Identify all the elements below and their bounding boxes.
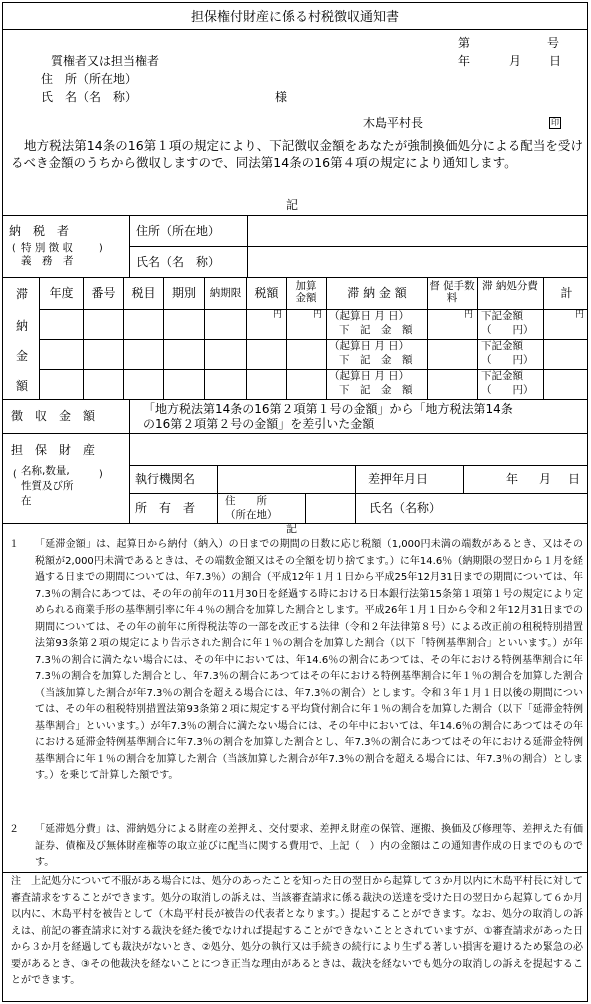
collection-label: 徴 収 金 額 — [11, 409, 96, 423]
note2-text: 「延滞処分費」は、滞納処分による財産の差押え、交付要求、差押え財産の保管、運搬、換価及び修理等、差押えた有価証券、債権及び無体財産権等の取立並びに配当に関する費用で、上記（ ）内の金額はこの通知書作成の日までのものです。 — [35, 824, 583, 868]
header-zeimoku: 税目 — [131, 286, 156, 300]
taxpayer-sub2: 義 務 者 — [21, 255, 74, 267]
header-bango: 番号 — [91, 286, 116, 300]
note1-number: １ — [9, 539, 19, 550]
shobun-label: 下記金額 — [481, 310, 523, 322]
address-label: 住 所（所在地） — [41, 72, 138, 86]
collateral-sub1: 名称,数量, — [21, 465, 70, 477]
header-tokusoku: 督 促手数料 — [429, 280, 475, 304]
yen-mark: 円 — [464, 310, 474, 320]
number-go: 号 — [547, 36, 560, 50]
seizure-date-label: 差押年月日 — [368, 472, 429, 486]
divider — [3, 29, 587, 30]
yen-mark: 円 — [273, 310, 283, 320]
intro-text: 地方税法第14条の16第１項の規定により、下記徴収金額をあなたが強制換価処分による配当を受けるべき金額のうちから徴収しますので、同法第14条の16第４項の規定により通知します。 — [11, 138, 583, 170]
appeal-note: 注 上記処分について不服がある場合には、処分のあったことを知った日の翌日から起算して３か月以内に木島平村長に対して審査請求をすることができます。処分の取消しの訴えは、当該審査請求に係る裁決の送達を受けた日の翌日から起算して６か月以内に、木島平村を被告として（木島平村長が被告の代表者となります。）提起することができます。なお、処分の取消しの訴えは、前記の審査請求に対する裁決を経た後でなければ提起することができないこととされていますが、①審査請求があった日から３か月を経過しても裁決がないとき、②処分、処分の執行又は手続きの続行により生ずる著しい損害を避けるため緊急の必要があるとき、③その他裁決を経ないことにつき正当な理由があるときは、裁決を経ないでも処分の取消しの訴えを提起することができます。 — [11, 876, 583, 986]
kasan-below-label: 下 記 金 額 — [339, 324, 413, 336]
collection-text-2: の16第２項第２号の金額」を差引いた金額 — [143, 417, 375, 431]
header-shobunhi: 滞 納処分費 — [482, 280, 538, 292]
tax-collection-notice-form: 担保権付財産に係る村税徴収通知書 第 号 年 月 日 質権者又は担当権者 住 所（所在地） 氏 名（名 称） 様 木島平村長 印 地方税法第14条の16第１項の規定により、下記徴収金額をあなたが強制換価処分による配当を受けるべき金額のうちから徴収しますので、同法第14条の16第４項の規定により通知します。 記 納 税 者 ( 特 別 徴 収 義 務 者 ) 住所（所在地） 氏名（名 称） 滞 納 金 額 年度 番号 税目 期別 納期限 税額 加算金額 滞 納 金 額 督 促手数料 滞 納処分費 計 円 円 円 円 （起算日 月 日） 下 記 金 額 下記金額 （ 円） （起算日 月 日） 下 記 金 額 下記金額 （ 円） （起算日 月 日） 下 記 金 額 下記金額 （ 円） 徴 収 金 額 「地方税法第14条の16第２項第１号の金額」から「地方税法第14条 の16第２項第２号の金額」を差引いた金額 担 保 財 産 ( 名称,数量, 性質及び所 在 ) 執行機関名 差押年月日 年 月 日 所 有 者 住 所 （所在地） 氏名（名称） 記 １ 「延滞金額」は、起算日から納付（納入）の日までの期間の日数に応じ税額（1,000円未満の端数があるとき、又はその税額が2,000円未満であるときは、その端数金額又はその全額を切り捨てます。）に年14.6％（納期限の翌日から１月を経過する日までの期間については、年7.3％）の割合（平成12年１月１日から平成25年12月31日までの期間については、年7.3％の割合にあつては、その年の前年の11月30日を経過する時における日本銀行法第15条第１項第１号の規定により定められる商業手形の基準割引率に年４％の割合を加算した割合とします。平成26年１月１日から令和２年12月31日までの期間については、その年の前年に所得税法等の一部を改正する法律（令和２年法律第８号）による改正前の租税特別措置法第93条第２項の規定により告示された割合に年１％の割合を加算した割合（以下「特例基準割合」といいます。）が年7.3％の割合に満たない場合には、その年中においては、年14.6％の割合にあつては、その年における特例基準割合に年7.3％の割合を加算した割合とし、年7.3％の割合にあつてはその年における特例基準割合に年１％の割合を加算した割合（当該加算した割合が年7.3％の割合を超える場合には、年7.3％の割合）とします。令和３年１月１日以後の期間については、その年の租税特別措置法第93条第２項に規定する平均貸付割合に年１％の割合を加算した割合（以下「延滞金特例基準割合」といいます。）が年7.3％の割合に満たない場合には、その年中においては、年14.6％の割合にあつてはその年における延滞金特例基準割合に年7.3％の割合を加算した割合とし、年7.3％の割合にあつてはその年における延滞金特例基準割合に年１％の割合を加算した割合（当該加算した割合が年7.3％の割合を超える場合には、年7.3％の割合）とします。）を乗じて計算した額です。 ２ 「延滞処分費」は、滞納処分による財産の差押え、交付要求、差押え財産の保管、運搬、換価及び修理等、差押えた有価証券、債権及び無体財産権等の取立並びに配当に関する費用で、上記（ ）内の金額はこの通知書作成の日までのものです。 注 上記処分について不服がある場合には、処分のあったことを知った日の翌日から起算して３か月以内に木島平村長に対して審査請求をすることができます。処分の取消しの訴えは、当該審査請求に係る裁決の送達を受けた日の翌日から起算して６か月以内に、木島平村を被告として（木島平村長が被告の代表者となります。）提起することができます。なお、処分の取消しの訴えは、前記の審査請求に対する裁決を経た後でなければ提起することができないこととされていますが、①審査請求があった日から３か月を経過しても裁決がないとき、②処分、処分の執行又は手続きの続行により生ずる著しい損害を避けるため緊急の必要があるとき、③その他裁決を経ないことにつき正当な理由があるときは、裁決を経ないでも処分の取消しの訴えを提起することができます。 — [2, 2, 588, 1002]
document-title: 担保権付財産に係る村税徴収通知書 — [190, 10, 399, 25]
owner-address-2: （所在地） — [225, 509, 278, 521]
note1-text: 「延滞金額」は、起算日から納付（納入）の日までの期間の日数に応じ税額（1,000円未満の端数があるとき、又はその税額が2,000円未満であるときは、その端数金額又はその全額を切り捨てます。）に年14.6％（納期限の翌日から１月を経過する日までの期間については、年7.3％）の割合（平成12年１月１日から平成25年12月31日までの期間については、年7.3％の割合にあつては、その年の前年の11月30日を経過する時における日本銀行法第15条第１項第１号の規定により定められる商業手形の基準割引率に年４％の割合を加算した割合とします。平成26年１月１日から令和２年12月31日までの期間については、その年の前年に所得税法等の一部を改正する法律（令和２年法律第８号）による改正前の租税特別措置法第93条第２項の規定により告示された割合に年１％の割合を加算した割合（以下「特例基準割合」といいます。）が年7.3％の割合に満たない場合には、その年中においては、年14.6％の割合にあつては、その年における特例基準割合に年7.3％の割合を加算した割合とし、年7.3％の割合にあつてはその年における特例基準割合に年１％の割合を加算した割合（当該加算した割合が年7.3％の割合を超える場合には、年7.3％の割合）とします。令和３年１月１日以後の期間については、その年の租税特別措置法第93条第２項に規定する平均貸付割合に年１％の割合を加算した割合（以下「延滞金特例基準割合」といいます。）が年7.3％の割合に満たない場合には、その年中においては、年14.6％の割合にあつてはその年における延滞金特例基準割合に年7.3％の割合を加算した割合とし、年7.3％の割合にあつてはその年における延滞金特例基準割合に年１％の割合を加算した割合（当該加算した割合が年7.3％の割合を超える場合には、年7.3％の割合）とします。）を乗じて計算した額です。 — [35, 539, 583, 781]
side-label-2: 納 — [16, 319, 29, 333]
shobun-yen: （ 円） — [481, 354, 534, 366]
note2-number: ２ — [9, 824, 19, 835]
date-month: 月 — [509, 54, 522, 68]
taxpayer-sub1: 特 別 徴 収 — [21, 242, 74, 254]
name-label: 氏 名（名 称） — [41, 90, 138, 104]
paren-left: ( — [12, 243, 16, 254]
divider — [3, 215, 587, 216]
yen-mark: 円 — [575, 310, 585, 320]
shobun-label: 下記金額 — [481, 370, 523, 382]
collection-text-1: 「地方税法第14条の16第２項第１号の金額」から「地方税法第14条 — [143, 402, 513, 416]
seal-mark: 印 — [551, 118, 559, 127]
kisan-label: （起算日 月 日） — [329, 310, 410, 322]
owner-name-label: 氏名（名称） — [369, 501, 442, 515]
header-kibetsu: 期別 — [171, 286, 196, 300]
yen-mark: 円 — [313, 310, 323, 320]
taxpayer-label: 納 税 者 — [9, 224, 70, 238]
kasan-below-label: 下 記 金 額 — [339, 384, 413, 396]
seizure-month: 月 — [539, 472, 552, 486]
collateral-sub3: 在 — [21, 495, 32, 507]
owner-address-1: 住 所 — [225, 495, 267, 507]
header-kasan: 加算金額 — [295, 280, 317, 304]
taxpayer-name-label: 氏名（名 称） — [136, 255, 221, 269]
side-label-1: 滞 — [16, 287, 29, 301]
kisan-label: （起算日 月 日） — [329, 370, 410, 382]
kisan-label: （起算日 月 日） — [329, 340, 410, 352]
owner-label: 所 有 者 — [135, 501, 196, 515]
ki-heading-2: 記 — [286, 522, 297, 535]
seizure-day: 日 — [568, 472, 581, 486]
shobun-label: 下記金額 — [481, 340, 523, 352]
issuer: 木島平村長 — [363, 116, 424, 130]
header-tainou: 滞 納 金 額 — [347, 286, 407, 300]
shobun-yen: （ 円） — [481, 324, 534, 336]
addressee-type: 質権者又は担当権者 — [51, 54, 160, 68]
side-label-3: 金 — [16, 349, 29, 363]
header-nendo: 年度 — [49, 286, 74, 300]
ki-heading: 記 — [286, 198, 299, 212]
kasan-below-label: 下 記 金 額 — [339, 354, 413, 366]
number-dai: 第 — [458, 36, 471, 50]
seizure-year: 年 — [506, 472, 519, 486]
collateral-label: 担 保 財 産 — [11, 443, 96, 457]
executor-label: 執行機関名 — [135, 472, 196, 486]
date-day: 日 — [549, 54, 562, 68]
shobun-yen: （ 円） — [481, 384, 534, 396]
taxpayer-address-label: 住所（所在地） — [136, 224, 221, 238]
header-kei: 計 — [560, 286, 573, 300]
side-label-4: 額 — [16, 379, 29, 393]
honorific-sama: 様 — [275, 90, 288, 104]
header-zeigaku: 税額 — [254, 286, 279, 300]
date-year: 年 — [458, 54, 471, 68]
collateral-sub2: 性質及び所 — [21, 480, 74, 492]
header-nokigen: 納期限 — [209, 287, 242, 299]
paren-right: ) — [99, 243, 103, 254]
